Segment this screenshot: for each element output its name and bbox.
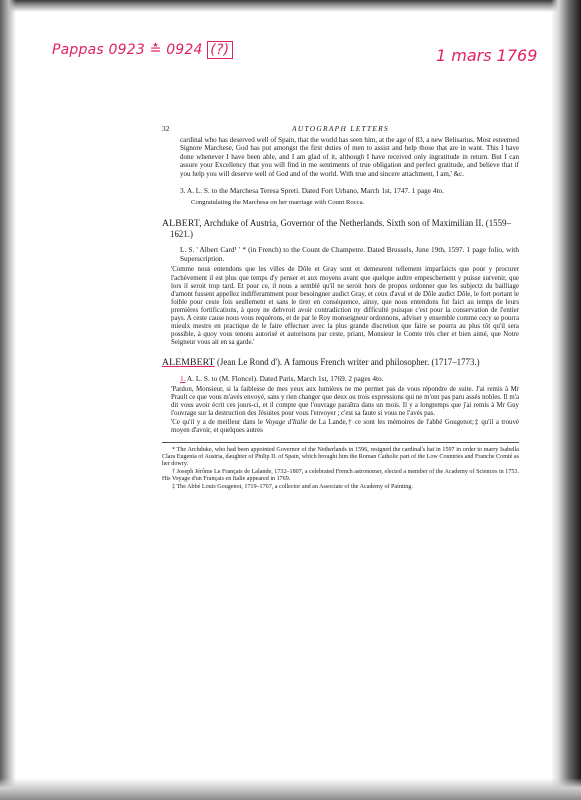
entry-desc-alembert: (Jean Le Rond d'). A famous French writer and philosopher. (1717–1773.) [216, 356, 480, 367]
scan-shadow-top [0, 0, 581, 12]
page-header [162, 122, 519, 136]
ref-left: Pappas 0923 [52, 42, 145, 58]
alembert-item-text: A. L. S. to (M. Floncel). Dated Paris, March 1st, 1769. 2 pages 4to. [186, 373, 384, 383]
item-3-note: Congratulating the Marchesa on her marriage with Count Rocca. [191, 199, 365, 207]
scan-shadow-left [0, 0, 16, 800]
ref-box: (?) [207, 41, 233, 59]
scan-shadow-bottom [0, 778, 581, 800]
alembert-quote-2-start: 'Ce qu'il y a de meilleur dans le [171, 418, 266, 426]
entry-desc-albert: Archduke of Austria, Governor of the Netherlands. Sixth son of Maximilian II. (1559–1621.) [170, 217, 511, 240]
alembert-quote-1: 'Pardon, Monsieur, si la faiblesse de mes yeux aux lumières ne me permet pas de vous répondre de suite. J'ai remis à Mr Prault ce que vous m'avés envoyé, sans y rien changer que deux ou trois expressions qui ne m'ont pas paru assés nobles. Il m'a dit vous avoir écrit ces jours-ci, et il compte que l'ouvrage paraîtra dans un mois. Il y a longtemps que j'ai remis à Mr Guy l'ouvrage sur la destruction des Jésuites pour vous l'envoyer ; c'est sa faute si vous ne l'avés pas. [171, 385, 519, 417]
footnote-1: * The Archduke, who had been appointed Governor of the Netherlands in 1596, resigned the cardinal's hat in 1597 in order to marry Isabella Clara Eugenia of Austria, daughter of Philip II. of Spain, which brought him the Roman Catholic part of the Low Countries and Franche Comté as her dowry. [162, 447, 519, 468]
albert-quote: 'Comme nous entendons que les villes de Dôle et Gray sont et demeurent tellement imparfaicts que pour y procurer l'achèvement il est plus que temps d'y penser et aux moyens avant que quelque aultre empeschement y puisse survenir, que lors il seroit trop tard. Et pour ce, il nous a semblé qu'il ne seroit hors de propos ordonner que les subjectz du bailliage d'amont fussent appellez indifferamment pour besoingner audict Gray, et ceux d'aval et de Dôle audict Dôle, le fort portant le foible pour ceste fois seullement et sans le tirer en conséquence, ainsy, que nous entendons fut faict au temps de leurs premières fortifications, à quoy ne debvroit avoir contradiction ny difficulté puisque c'est pour la conservation de l'entier pays. A ceste cause nous vous requérons, et de par le Roy monseigneur ordonnons, adviser y ensemble comme cecy se pourra mieulx mestre en practique de le faire effectuer avec la plus grande discretion que faire se pourra au plus tôt qu'il sera possible, à quoy vous tenons autorisé et autorisons par ceste, priant, Monsieur le Comte très cher et bien aimé, que Notre Seigneur vous ait en sa garde.' [171, 266, 519, 346]
alembert-item-number: 1. [180, 373, 186, 383]
item-3-description: 3. A. L. S. to the Marchesa Teresa Spreti. Dated Fort Urbano, March 1st, 1747. 1 page 4to. [180, 186, 445, 196]
albert-item-description: L. S. ' Albert Card¹ ' * (in French) to the Count de Champetre. Dated Brussels, June 19th, 1597. 1 page folio, with Superscription. [180, 245, 519, 264]
handwritten-date-note: 1 mars 1769 [436, 46, 538, 65]
scan-shadow-right [551, 0, 581, 800]
ref-separator: ≛ [149, 42, 167, 58]
ref-mid: 0924 [166, 42, 203, 58]
continuation-paragraph: cardinal who has deserved well of Spain, that the world has seen him, at the age of 83, a new Belisarius. Most esteemed Signore Marchese, God has put amongst the first duties of men to assist and help those that are in want. This I have done whenever I have been able, and I am glad of it, although I have received only ingratitude in return. But I can assure your Excellency that you will find in me sentiments of true obligation and perfect gratitude, and believe that if you help you will deserve well of God and of the world. With true and sincere attachment, I am,' &c. [180, 136, 519, 178]
footnote-2: † Joseph Jérôme Le Français de Lalande, 1732–1807, a celebrated French astronomer, elected a member of the Academy of Sciences in 1753. His Voyage d'un Français en Italie appeared in 1769. [162, 469, 519, 483]
handwritten-reference-note [52, 42, 233, 58]
entry-heading-albert [162, 218, 519, 240]
footnote-3: ‡ The Abbé Louis Gougenot, 1719–1767, a collector and an Associate of the Academy of Painting. [172, 484, 413, 491]
alembert-quote-2-title: Voyage d'Italie [265, 418, 308, 426]
running-title: AUTOGRAPH LETTERS [292, 124, 389, 133]
alembert-quote-2-end: de La Lande,† ce sont les mémoires de l'abbé Gougenot;‡ qu'il a trouvé moyen d'avoir, et quelques autres [171, 418, 519, 434]
alembert-quote-2 [162, 419, 519, 435]
entry-heading-alembert [162, 357, 519, 369]
alembert-item-description [162, 374, 519, 383]
page-number: 32 [162, 124, 170, 133]
entry-name-alembert: ALEMBERT [162, 356, 215, 368]
entry-name-albert: ALBERT, [162, 217, 202, 229]
book-page [162, 122, 519, 493]
footnote-rule [162, 442, 519, 443]
